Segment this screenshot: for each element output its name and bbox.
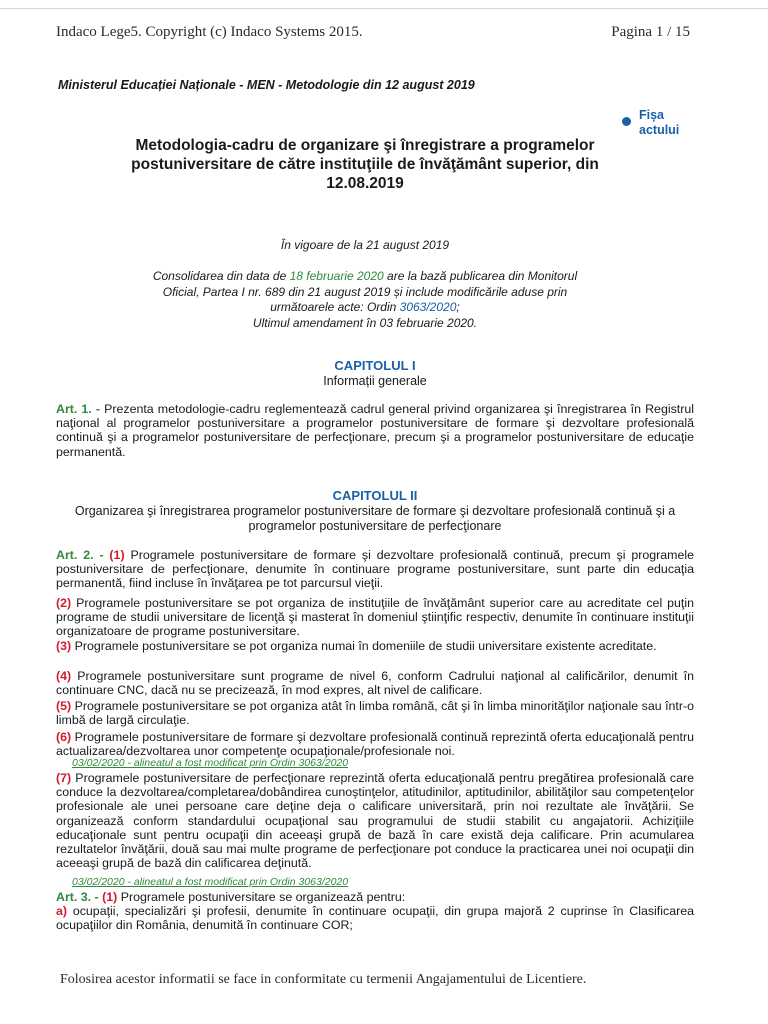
article-3-label: Art. 3. - [56,890,99,904]
article-3-item-a: a) ocupaţii, specializări şi profesii, denumite în continuare ocupaţii, din grupa majoră 2 cuprinse în Clasificarea ocupaţiilor din România, denumită în continuare COR; [56,904,694,933]
consolidation-date: 18 februarie 2020 [289,269,384,283]
chapter-1-number: CAPITOLUL I [334,358,416,373]
article-1: Art. 1. - Prezenta metodologie-cadru reglementează cadrul general privind organizarea şi înregistrarea în Registrul naţional al programelor postuniversitare a programelor postuniversitare de formare şi dezvoltare profesională continuă şi a programelor postuniversitare de perfecţionare, precum şi a programelor postuniversitare de educaţie permanentă. [56,402,694,459]
article-3-intro: Art. 3. - (1) Programele postuniversitare se organizează pentru: [56,890,406,904]
consolidation-block [100,269,630,331]
consolidation-line-3: următoarele acte: Ordin 3063/2020; [270,300,460,314]
chapter-2-heading [60,488,690,534]
top-divider [0,8,768,9]
last-amendment: Ultimul amendament în 03 februarie 2020. [252,315,478,330]
article-2-para-4: (4) Programele postuniversitare sunt programe de nivel 6, conform Cadrului naţional al calificărilor, denumit în continuare CNC, dacă nu se precizează, în mod expres, alt nivel de calificare. [56,669,694,698]
chapter-1-heading [60,358,690,389]
header-copyright: Indaco Lege5. Copyright (c) Indaco Systems 2015. [56,24,363,40]
article-1-label: Art. 1. - [56,402,100,416]
article-2-para-1: Art. 2. - (1) Programele postuniversitare de formare şi dezvoltare profesională continuă, precum şi programele postuniversitare de perfecţionare, denumite în continuare programe postuniversitare, sunt parte din educaţia permanentă, fiind incluse în învăţarea pe tot parcursul vieţii. [56,548,694,591]
article-2-para-7: (7) Programele postuniversitare de perfecţionare reprezintă oferta educaţională pentru pregătirea profesională care conduce la dezvoltarea/completarea/dobândirea cunoştinţelor, atitudinilor, aptitudinilor, abilităţilor sau competenţelor profesionale ale unei persoane care deţine deja o calificare universitară, prin noi rezultate ale învăţării. Se organizează conform standardului ocupaţional sau programului de studii stabilit cu angajatorii. Achiziţiile educaţionale sunt pentru ocupaţii din aceeaşi grupă de bază în care există deja calificare. Prin acumularea rezultatelor învăţării, două sau mai multe programe de perfecţionare pot conduce la practicarea unei noi ocupaţii din aceeaşi grupă de bază din calificarea deţinută. [56,771,694,871]
chapter-2-title: Organizarea şi înregistrarea programelor postuniversitare de formare şi dezvoltare profesională continuă şi a programelor postuniversitare de perfecţionare [74,504,676,533]
ordin-link[interactable]: 3063/2020 [399,300,457,314]
chapter-2-number: CAPITOLUL II [332,488,418,503]
amendment-note-6[interactable]: 03/02/2020 - alineatul a fost modificat prin Ordin 3063/2020 [72,757,349,769]
info-bullet-icon [622,117,631,126]
in-force-date: În vigoare de la 21 august 2019 [280,238,450,252]
article-2-para-5: (5) Programele postuniversitare se pot organiza atât în limba română, cât şi în limba minorităţilor naţionale sau într-o limbă de largă circulaţie. [56,699,694,728]
document-title: Metodologia-cadru de organizare şi înregistrare a programelor postuniversitare de către instituţiile de învăţământ superior, din 12.08.2019 [131,137,599,192]
license-footer: Folosirea acestor informatii se face in conformitate cu termenii Angajamentului de Licentiere. [60,972,587,987]
article-2-para-2: (2) Programele postuniversitare se pot organiza de instituţiile de învăţământ superior care au acreditate cel puţin programe de studii universitare de licenţă şi masterat în domeniul ştiinţific respectiv, denumite în continuare instituţii organizatoare de programe postuniversitare. [56,596,694,639]
article-2-label: Art. 2. - [56,548,104,562]
fisa-actului-label: Fișa actului [639,108,680,137]
consolidation-line-2: Oficial, Partea I nr. 689 din 21 august 2019 și include modificările aduse prin [162,284,568,299]
consolidation-line-1: Consolidarea din data de 18 februarie 2020 are la bază publicarea din Monitorul [152,269,578,283]
ministry-line: Ministerul Educației Naționale - MEN - Metodologie din 12 august 2019 [58,78,475,92]
header-page-number: Pagina 1 / 15 [611,24,690,40]
amendment-note-7[interactable]: 03/02/2020 - alineatul a fost modificat prin Ordin 3063/2020 [72,876,349,888]
article-3 [56,890,694,933]
article-2-para-3: (3) Programele postuniversitare se pot organiza numai în domeniile de studii universitare existente acreditate. [56,639,657,653]
chapter-1-title: Informații generale [323,374,427,388]
article-2-para-6: (6) Programele postuniversitare de formare şi dezvoltare profesională continuă reprezintă oferta educaţională pentru actualizarea/dezvoltarea unor competenţe ocupaţionale/profesionale noi. [56,730,694,759]
